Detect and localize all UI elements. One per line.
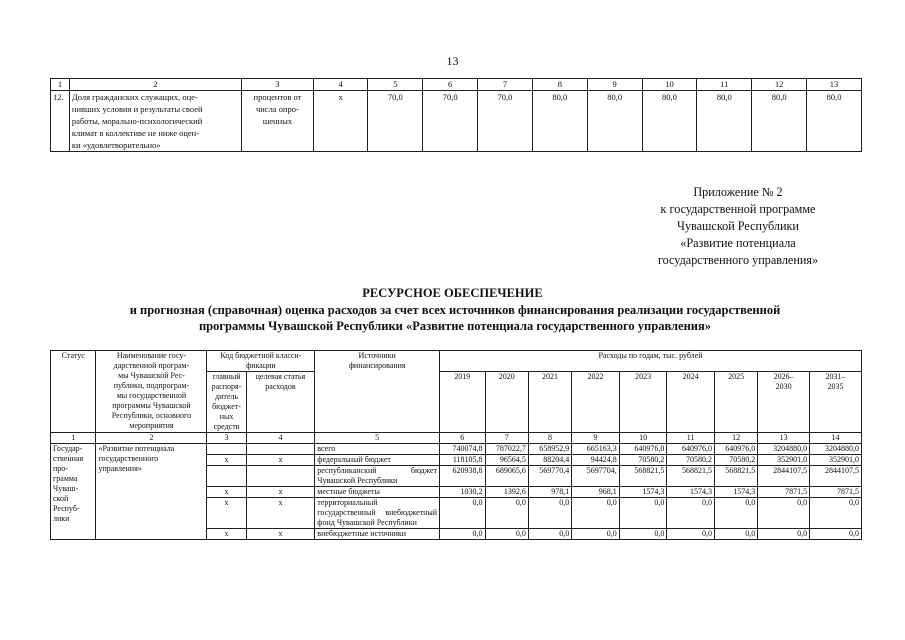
table-row (51, 444, 862, 455)
value-cell: 569770,4 (528, 466, 571, 487)
cs-cell: х (246, 487, 315, 498)
header-gr: главный распоря- дитель бюджет- ных средств (207, 372, 246, 433)
year-header: 2025 (714, 372, 757, 433)
col-header: 12 (752, 79, 807, 91)
value-cell: 7871,5 (758, 487, 810, 498)
value-cell: 88204,4 (528, 455, 571, 466)
value-cell: 0,0 (572, 498, 620, 529)
value-cell: 70580,2 (714, 455, 757, 466)
year-header: 2021 (528, 372, 571, 433)
value-cell: 2844107,5 (810, 466, 862, 487)
value-cell: 0,0 (667, 529, 715, 540)
document-title: РЕСУРСНОЕ ОБЕСПЕЧЕНИЕ (362, 286, 543, 300)
gr-cell: х (207, 498, 246, 529)
cs-cell: х (246, 498, 315, 529)
value-cell: 0,0 (714, 529, 757, 540)
header-source: Источники финансирования (315, 351, 440, 433)
value-cell: 689065,6 (485, 466, 528, 487)
table-header-row (51, 351, 862, 372)
value-cell: 96564,5 (485, 455, 528, 466)
col-header: 4 (313, 79, 367, 91)
year-header: 2026– 2030 (758, 372, 810, 433)
value-cell: 787022,7 (485, 444, 528, 455)
value-cell: 640976,0 (667, 444, 715, 455)
value-cell: 968,1 (572, 487, 620, 498)
source-cell: республиканский бюджет Чувашской Республики (315, 466, 440, 487)
program-name-cell: «Развитие потенциала государственного управления» (96, 444, 207, 540)
col-header: 8 (532, 79, 587, 91)
col-header: 1 (51, 79, 70, 91)
value-cell: 118105,8 (440, 455, 485, 466)
column-number-row: 1 2 3 4 5 6 7 8 9 10 11 12 13 14 (51, 433, 862, 444)
value-cell: 80,0 (697, 91, 752, 152)
source-cell: внебюджетные источники (315, 529, 440, 540)
cs-cell: х (246, 455, 315, 466)
gr-cell: х (207, 455, 246, 466)
value-cell: 0,0 (440, 498, 485, 529)
value-cell: 0,0 (528, 529, 571, 540)
value-cell: 0,0 (619, 529, 667, 540)
value-cell: 0,0 (667, 498, 715, 529)
value-cell: 2844107,5 (758, 466, 810, 487)
col-header: 9 (587, 79, 642, 91)
value-cell: 94424,8 (572, 455, 620, 466)
gr-cell: х (207, 529, 246, 540)
value-cell: 1574,3 (619, 487, 667, 498)
source-cell: местные бюджеты (315, 487, 440, 498)
cs-cell (246, 444, 315, 455)
table-row (51, 91, 862, 152)
table-cell: х (313, 91, 367, 152)
col-header: 11 (697, 79, 752, 91)
value-cell: 352901,0 (758, 455, 810, 466)
appendix-note: Приложение № 2 к государственной программе Чувашской Республики «Развитие потенциала государственного управления» (657, 185, 819, 267)
value-cell: 0,0 (572, 529, 620, 540)
header-code: Код бюджетной класси- фикации (207, 351, 315, 372)
cs-cell (246, 466, 315, 487)
col-header: 6 (423, 79, 478, 91)
value-cell: 80,0 (642, 91, 697, 152)
row-number: 12. (51, 91, 70, 152)
value-cell: 3204880,0 (810, 444, 862, 455)
value-cell: 352901,0 (810, 455, 862, 466)
unit: процентов от числа опро- шенных (241, 91, 313, 152)
col-header: 5 (368, 79, 423, 91)
value-cell: 70580,2 (667, 455, 715, 466)
value-cell: 0,0 (485, 529, 528, 540)
resource-table (50, 350, 862, 540)
header-name: Наименование госу- дарственной програм- мы Чувашской Рес- публики, подпрограм- мы государственной программы Чувашской Республики, основного мероприятия (96, 351, 207, 433)
value-cell: 0,0 (810, 529, 862, 540)
value-cell: 620938,8 (440, 466, 485, 487)
value-cell: 0,0 (440, 529, 485, 540)
value-cell: 1030,2 (440, 487, 485, 498)
source-cell: территориальный государственный внебюджетный фонд Чувашской Республики (315, 498, 440, 529)
value-cell: 3204880,0 (758, 444, 810, 455)
header-expenses: Расходы по годам, тыс. рублей (440, 351, 862, 372)
indicator-table-header (51, 79, 862, 91)
value-cell: 568821,5 (619, 466, 667, 487)
indicator-table (50, 78, 862, 152)
value-cell: 70,0 (423, 91, 478, 152)
value-cell: 70580,2 (619, 455, 667, 466)
col-header: 3 (241, 79, 313, 91)
value-cell: 1574,3 (714, 487, 757, 498)
value-cell: 568821,5 (714, 466, 757, 487)
gr-cell (207, 444, 246, 455)
value-cell: 0,0 (528, 498, 571, 529)
value-cell: 658952,9 (528, 444, 571, 455)
col-header: 10 (642, 79, 697, 91)
header-cs: целевая статья расходов (246, 372, 315, 433)
source-cell: всего (315, 444, 440, 455)
value-cell: 0,0 (714, 498, 757, 529)
indicator-name: Доля гражданских служащих, оце- нивших условия и результаты своей работы, морально-психологический климат в коллективе не ниже оцен- ки «удовлетворительно» (69, 91, 241, 152)
year-header: 2020 (485, 372, 528, 433)
value-cell: 665163,3 (572, 444, 620, 455)
year-header: 2024 (667, 372, 715, 433)
gr-cell (207, 466, 246, 487)
value-cell: 0,0 (485, 498, 528, 529)
value-cell: 80,0 (752, 91, 807, 152)
value-cell: 0,0 (758, 498, 810, 529)
value-cell: 0,0 (619, 498, 667, 529)
status-cell: Государ- ственная про- грамма Чуваш- ской Респуб- лики (51, 444, 96, 540)
page-number: 13 (446, 54, 459, 68)
col-header: 13 (807, 79, 862, 91)
value-cell: 80,0 (807, 91, 862, 152)
value-cell: 1392,6 (485, 487, 528, 498)
value-cell: 7871,5 (810, 487, 862, 498)
value-cell: 640976,0 (619, 444, 667, 455)
value-cell: 640976,0 (714, 444, 757, 455)
value-cell: 0,0 (810, 498, 862, 529)
col-header: 7 (478, 79, 533, 91)
value-cell: 568821,5 (667, 466, 715, 487)
value-cell: 740074,8 (440, 444, 485, 455)
value-cell: 80,0 (532, 91, 587, 152)
document-subtitle: и прогнозная (справочная) оценка расходов за счет всех источников финансирования реализации государственной программы Чувашской Республики «Развитие потенциала государственного управления» (129, 303, 781, 333)
value-cell: 978,1 (528, 487, 571, 498)
year-header: 2023 (619, 372, 667, 433)
cs-cell: х (246, 529, 315, 540)
col-header: 2 (69, 79, 241, 91)
year-header: 2019 (440, 372, 485, 433)
value-cell: 0,0 (758, 529, 810, 540)
year-header: 2031– 2035 (810, 372, 862, 433)
value-cell: 70,0 (478, 91, 533, 152)
value-cell: 70,0 (368, 91, 423, 152)
year-header: 2022 (572, 372, 620, 433)
gr-cell: х (207, 487, 246, 498)
value-cell: 5697704, (572, 466, 620, 487)
source-cell: федеральный бюджет (315, 455, 440, 466)
value-cell: 80,0 (587, 91, 642, 152)
header-status: Статус (51, 351, 96, 433)
value-cell: 1574,3 (667, 487, 715, 498)
